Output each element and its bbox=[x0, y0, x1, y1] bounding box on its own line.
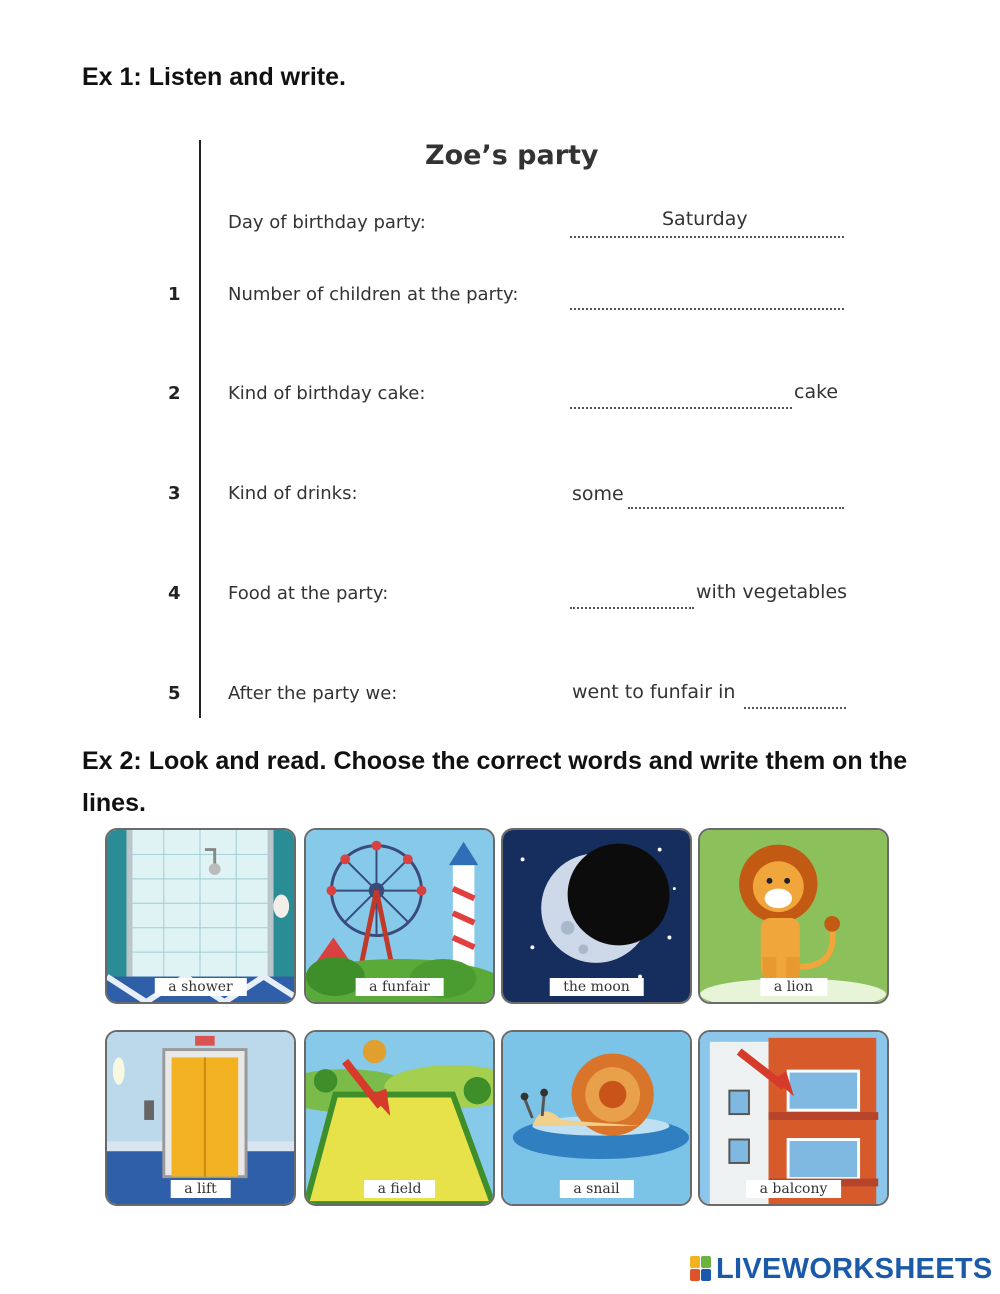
answer-line bbox=[570, 236, 844, 238]
picture-card-lift bbox=[105, 1030, 296, 1206]
picture-caption: the moon bbox=[549, 978, 644, 996]
answer-input-5[interactable] bbox=[744, 681, 846, 707]
picture-card-lion bbox=[698, 828, 889, 1004]
answer-area bbox=[570, 475, 846, 515]
answer-prefix: went to funfair in bbox=[572, 681, 736, 703]
row-number: 2 bbox=[168, 383, 181, 404]
row-number: 5 bbox=[168, 683, 181, 704]
answer-line bbox=[628, 507, 844, 509]
picture-card-funfair bbox=[304, 828, 495, 1004]
picture-caption: a field bbox=[364, 1180, 436, 1198]
snail-illustration bbox=[503, 1032, 690, 1204]
row-number: 1 bbox=[168, 284, 181, 305]
picture-caption: a shower bbox=[154, 978, 246, 996]
picture-card-moon bbox=[501, 828, 692, 1004]
answer-suffix: cake bbox=[794, 381, 839, 403]
row-label: Kind of drinks: bbox=[228, 483, 358, 504]
row-label: Number of children at the party: bbox=[228, 284, 519, 305]
picture-caption: a balcony bbox=[746, 1180, 842, 1198]
answer-line bbox=[570, 407, 792, 409]
picture-caption: a funfair bbox=[355, 978, 444, 996]
lion-illustration bbox=[700, 830, 887, 1002]
answer-area bbox=[570, 575, 846, 615]
table-row-1 bbox=[0, 276, 1000, 316]
example-answer: Saturday bbox=[662, 208, 748, 230]
answer-suffix: with vegetables bbox=[696, 581, 848, 603]
shower-illustration bbox=[107, 830, 294, 1002]
answer-line bbox=[570, 607, 694, 609]
row-label: After the party we: bbox=[228, 683, 398, 704]
funfair-illustration bbox=[306, 830, 493, 1002]
lift-illustration bbox=[107, 1032, 294, 1204]
worksheet-title: Zoe’s party bbox=[425, 140, 599, 171]
balcony-illustration bbox=[700, 1032, 887, 1204]
answer-area bbox=[570, 276, 846, 316]
picture-card-field bbox=[304, 1030, 495, 1206]
answer-input-1[interactable] bbox=[570, 282, 844, 308]
picture-caption: a snail bbox=[559, 1180, 633, 1198]
answer-area bbox=[570, 375, 846, 415]
picture-caption: a lion bbox=[760, 978, 827, 996]
answer-area bbox=[570, 675, 846, 715]
answer-input-2[interactable] bbox=[570, 381, 792, 407]
picture-card-shower bbox=[105, 828, 296, 1004]
ex1-heading: Ex 1: Listen and write. bbox=[82, 63, 346, 91]
row-label: Kind of birthday cake: bbox=[228, 383, 426, 404]
table-row-example bbox=[0, 204, 1000, 244]
table-row-2 bbox=[0, 375, 1000, 415]
answer-line bbox=[744, 707, 846, 709]
logo-text: LIVEWORKSHEETS bbox=[716, 1252, 993, 1285]
table-row-4 bbox=[0, 575, 1000, 615]
answer-input-3[interactable] bbox=[628, 481, 844, 507]
answer-input-4[interactable] bbox=[570, 581, 694, 607]
row-number: 4 bbox=[168, 583, 181, 604]
row-label: Food at the party: bbox=[228, 583, 389, 604]
liveworksheets-logo bbox=[690, 1252, 993, 1286]
field-illustration bbox=[306, 1032, 493, 1204]
table-row-5 bbox=[0, 675, 1000, 715]
picture-card-snail bbox=[501, 1030, 692, 1206]
ex2-heading: Ex 2: Look and read. Choose the correct words and write them on the lines. bbox=[82, 747, 908, 817]
answer-prefix: some bbox=[572, 483, 624, 505]
picture-caption: a lift bbox=[170, 1180, 231, 1198]
table-row-3 bbox=[0, 475, 1000, 515]
moon-illustration bbox=[503, 830, 690, 1002]
row-label: Day of birthday party: bbox=[228, 212, 426, 233]
logo-icon bbox=[690, 1256, 712, 1282]
row-number: 3 bbox=[168, 483, 181, 504]
picture-card-balcony bbox=[698, 1030, 889, 1206]
answer-line bbox=[570, 308, 844, 310]
answer-area bbox=[570, 204, 846, 244]
